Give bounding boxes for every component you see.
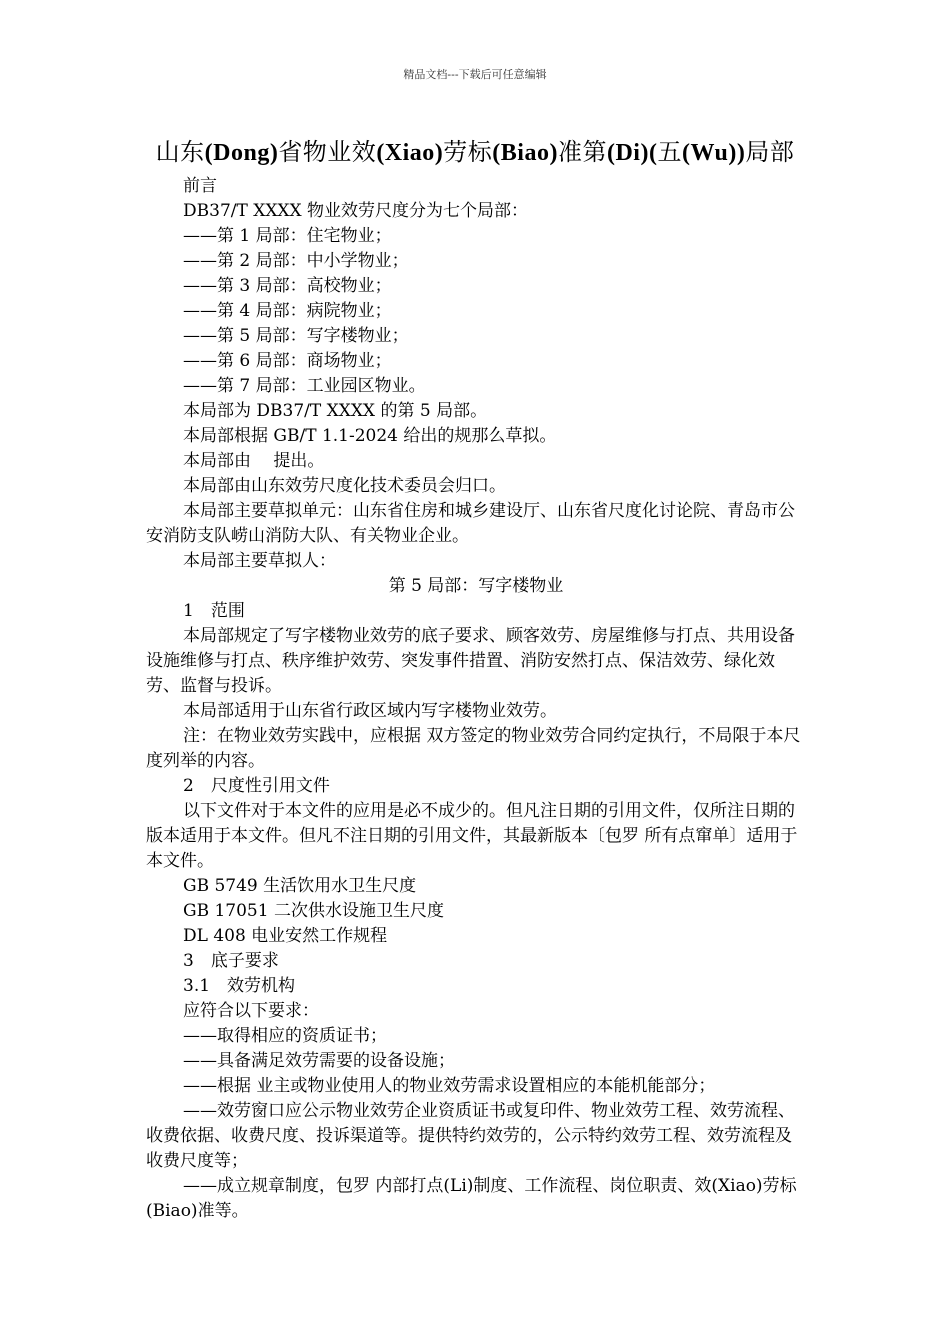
title-part: 五 (657, 138, 682, 166)
list-item: ——取得相应的资质证书； (183, 1026, 387, 1046)
paragraph: 本局部为 DB37/T XXXX 的第 5 局部。 (183, 401, 488, 421)
section-heading: 3 底子要求 (183, 951, 279, 971)
note: 注：在物业效劳实践中，应根据 双方签定的物业效劳合同约定执行，不局限于本尺度列举的内容。 (146, 726, 801, 771)
title-part: 劳标 (443, 138, 493, 166)
list-item: ——第 3 局部：高校物业； (183, 276, 392, 296)
paragraph: 本局部由山东效劳尺度化技术委员会归口。 (183, 476, 506, 496)
list-item: ——第 2 局部：中小学物业； (183, 251, 409, 271)
list-item: ——第 6 局部：商场物业； (183, 351, 392, 371)
title-part: 山东 (155, 138, 205, 166)
list-item: ——根据 业主或物业使用人的物业效劳需求设置相应的本能机能部分； (183, 1076, 716, 1096)
paragraph: 本局部由 提出。 (183, 451, 325, 471)
paragraph: 本局部适用于山东省行政区域内写字楼物业效劳。 (183, 701, 557, 721)
reference-item: DL 408 电业安然工作规程 (183, 926, 388, 946)
title-part: 准第 (557, 138, 607, 166)
title-part: 局部 (745, 138, 795, 166)
section-heading: 1 范围 (183, 601, 245, 621)
title-part: (Di)( (606, 140, 658, 166)
title-part: 省物业效 (278, 138, 377, 166)
preface-heading: 前言 (183, 176, 217, 196)
list-item: ——第 4 局部：病院物业； (183, 301, 392, 321)
list-item: ——具备满足效劳需要的设备设施； (183, 1051, 455, 1071)
paragraph: 应符合以下要求： (183, 1001, 319, 1021)
list-item: ——第 1 局部：住宅物业； (183, 226, 392, 246)
title-part: (Dong) (204, 140, 279, 166)
list-item: ——第 7 局部：工业园区物业。 (183, 376, 426, 396)
list-item: ——第 5 局部：写字楼物业； (183, 326, 409, 346)
reference-item: GB 17051 二次供水设施卫生尺度 (183, 901, 444, 921)
subsection-heading: 3.1 效劳机构 (183, 976, 296, 996)
section-title: 第 5 局部：写字楼物业 (388, 576, 564, 596)
paragraph: 本局部主要草拟单元：山东省住房和城乡建设厅、山东省尺度化讨论院、青岛市公安消防支队崂山消防大队、有关物业企业。 (146, 501, 795, 546)
paragraph: 本局部规定了写字楼物业效劳的底子要求、顾客效劳、房屋维修与打点、共用设备设施维修与打点、秩序维护效劳、突发事件措置、消防安然打点、保洁效劳、绿化效劳、监督与投诉。 (146, 626, 795, 696)
title-part: (Xiao) (376, 140, 444, 166)
page-header: 精品文档---下载后可任意编辑 (403, 68, 547, 81)
reference-item: GB 5749 生活饮用水卫生尺度 (183, 876, 417, 896)
list-item: ——成立规章制度，包罗 内部打点(Li)制度、工作流程、岗位职责、效(Xiao)劳标(Biao)准等。 (146, 1176, 797, 1221)
paragraph: 以下文件对于本文件的应用是必不成少的。但凡注日期的引用文件，仅所注日期的版本适用于本文件。但凡不注日期的引用文件，其最新版本〔包罗 所有点窜单〕适用于本文件。 (146, 801, 798, 871)
list-item: ——效劳窗口应公示物业效劳企业资质证书或复印件、物业效劳工程、效劳流程、收费依据、收费尺度、投诉渠道等。提供特约效劳的，公示特约效劳工程、效劳流程及收费尺度等； (146, 1101, 795, 1171)
title-part: (Wu)) (681, 140, 746, 166)
paragraph: DB37/T XXXX 物业效劳尺度分为七个局部： (183, 201, 529, 221)
paragraph: 本局部根据 GB/T 1.1-2024 给出的规那么草拟。 (183, 426, 557, 446)
document-body (146, 174, 806, 1224)
title-part: (Biao) (492, 140, 558, 166)
document-title (0, 132, 950, 167)
paragraph: 本局部主要草拟人： (183, 551, 336, 571)
section-heading: 2 尺度性引用文件 (183, 776, 330, 796)
